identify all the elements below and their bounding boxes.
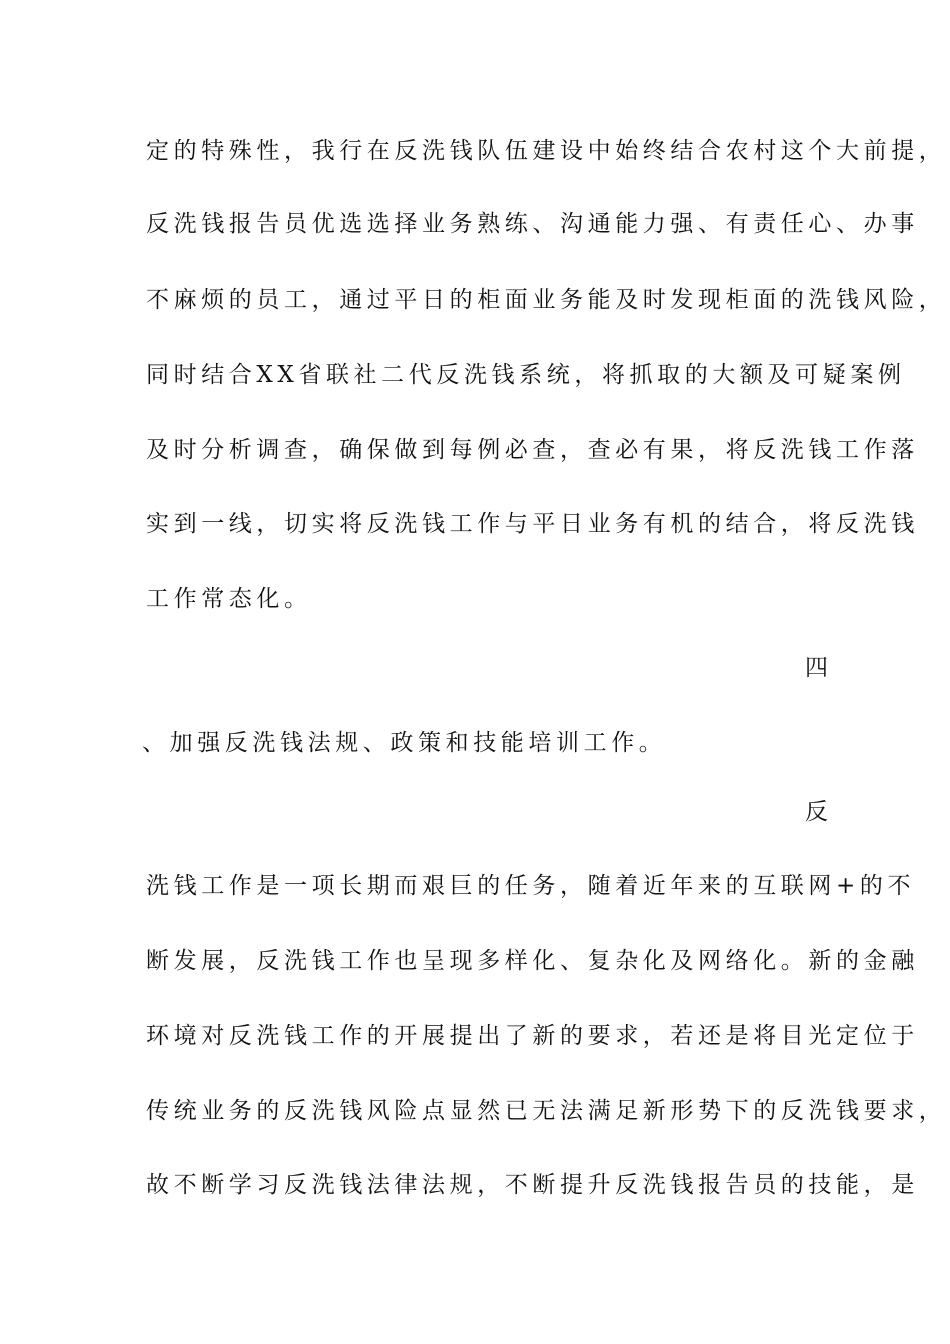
body-text-line: 传统业务的反洗钱风险点显然已无法满足新形势下的反洗钱要求， [146,1098,947,1124]
paragraph-first-char: 反 [805,799,828,825]
body-text-line: 同时结合XX省联社二代反洗钱系统，将抓取的大额及可疑案例 [146,362,906,388]
body-text-line: 故不断学习反洗钱法律法规，不断提升反洗钱报告员的技能，是 [146,1172,919,1198]
body-text-line: 定的特殊性，我行在反洗钱队伍建设中始终结合农村这个大前提， [146,138,947,164]
body-text-line: 反洗钱报告员优选选择业务熟练、沟通能力强、有责任心、办事 [146,211,919,237]
body-text-line: 实到一线，切实将反洗钱工作与平日业务有机的结合，将反洗钱 [146,511,919,537]
body-text-line: 不麻烦的员工，通过平日的柜面业务能及时发现柜面的洗钱风险， [146,287,947,313]
body-text-line: 工作常态化。 [146,586,312,612]
section-heading: 、加强反洗钱法规、政策和技能培训工作。 [142,730,667,756]
body-text-line: 洗钱工作是一项长期而艰巨的任务，随着近年来的互联网+的不 [146,873,916,899]
body-text-line: 及时分析调查，确保做到每例必查，查必有果，将反洗钱工作落 [146,437,919,463]
section-number: 四 [805,655,828,681]
body-text-line: 断发展，反洗钱工作也呈现多样化、复杂化及网络化。新的金融 [146,948,919,974]
body-text-line: 环境对反洗钱工作的开展提出了新的要求，若还是将目光定位于 [146,1023,919,1049]
